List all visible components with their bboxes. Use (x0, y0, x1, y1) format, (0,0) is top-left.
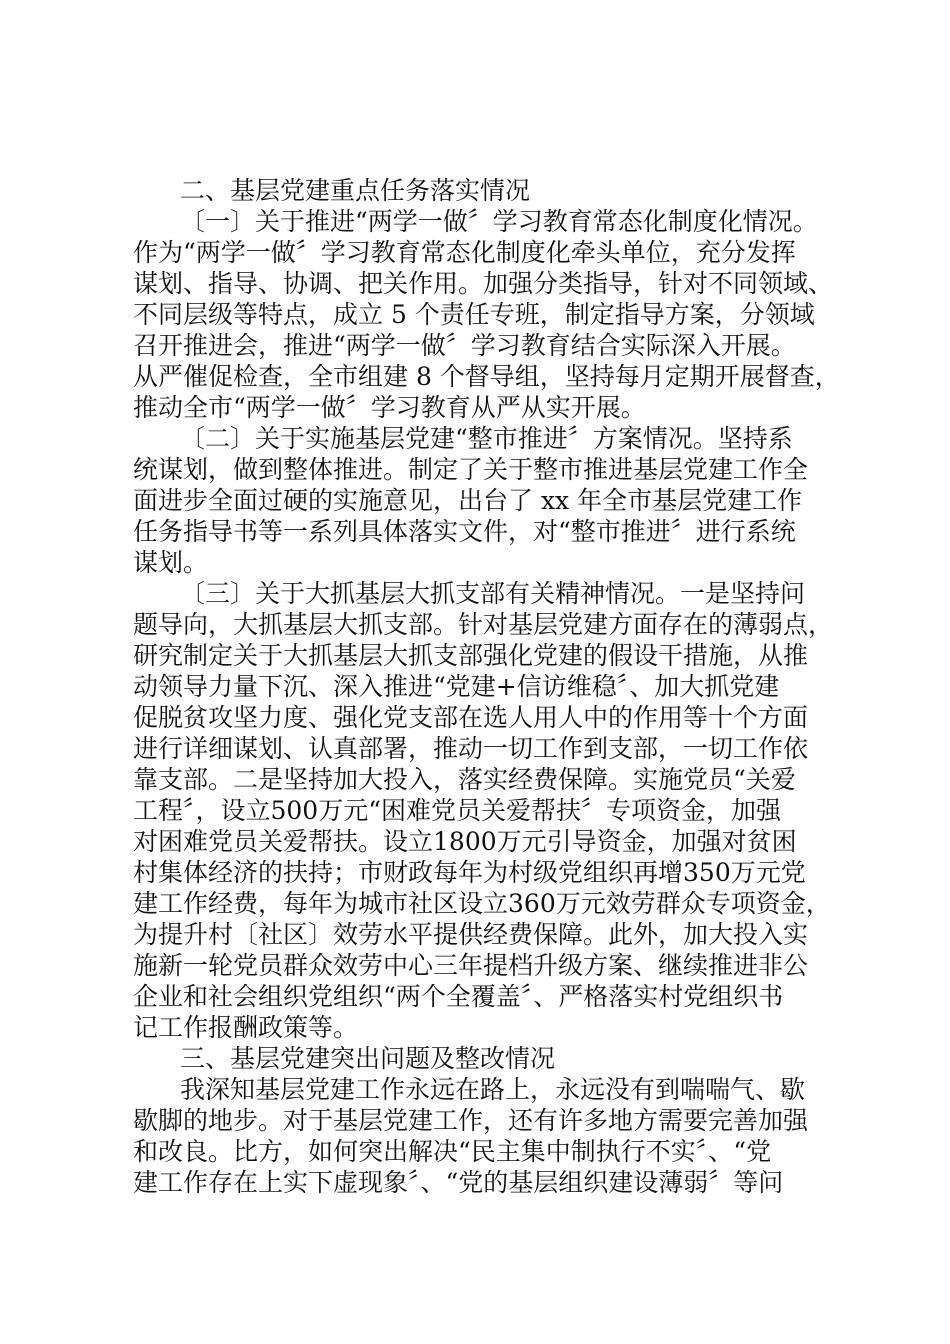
text-line: 和改良。比方，如何突出解决“民主集中制执行不实〞、“党 (133, 1137, 772, 1166)
text-line: 建工作存在上实下虚现象〞、“党的基层组织建设薄弱〞等问 (133, 1168, 784, 1197)
text-line: 歇脚的地步。对于基层党建工作，还有许多地方需要完善加强 (133, 1106, 809, 1135)
text-line: 作为“两学一做〞学习教育常态化制度化牵头单位，充分发挥 (133, 238, 796, 267)
text-line: 对困难党员关爱帮扶。设立1800万元引导资金，加强对贫困 (133, 827, 797, 856)
text-line: 三、基层党建突出问题及整改情况 (180, 1044, 556, 1073)
text-line: 促脱贫攻坚力度、强化党支部在选人用人中的作用等十个方面 (133, 703, 809, 732)
text-line: 〔三〕关于大抓基层大抓支部有关精神情况。一是坚持问 (180, 579, 806, 608)
text-line: 建工作经费，每年为城市社区设立360万元效劳群众专项资金， (133, 889, 831, 918)
text-line: 〔一〕关于推进“两学一做〞学习教育常态化制度化情况。 (180, 207, 818, 236)
text-line: 动领导力量下沉、深入推进“党建+信访维稳〞、加大抓党建 (133, 672, 780, 701)
text-line: 为提升村〔社区〕效劳水平提供经费保障。此外，加大投入实 (133, 920, 809, 949)
text-line: 〔二〕关于实施基层党建“整市推进〞方案情况。坚持系 (180, 424, 793, 453)
text-line: 工程〞，设立500万元“困难党员关爱帮扶〞专项资金，加强 (133, 796, 782, 825)
paragraph (133, 206, 853, 423)
text-line: 谋划、指导、协调、把关作用。加强分类指导，针对不同领域、 (133, 269, 834, 298)
section-heading (133, 175, 853, 206)
text-line: 靠支部。二是坚持加大投入，落实经费保障。实施党员“关爱 (133, 765, 796, 794)
text-line: 不同层级等特点，成立 5 个责任专班，制定指导方案，分领域 (133, 300, 815, 329)
text-line: 我深知基层党建工作永远在路上，永远没有到喘喘气、歇 (180, 1075, 806, 1104)
text-line: 面进步全面过硬的实施意见，出台了 xx 年全市基层党建工作 (133, 486, 803, 515)
text-line: 研究制定关于大抓基层大抓支部强化党建的假设干措施，从推 (133, 641, 809, 670)
text-line: 村集体经济的扶持；市财政每年为村级党组织再增350万元党 (133, 858, 806, 887)
text-line: 二、基层党建重点任务落实情况 (180, 176, 531, 205)
document-body (133, 175, 853, 1198)
text-line: 推动全市“两学一做〞学习教育从严从实开展。 (133, 393, 646, 422)
section-heading (133, 1043, 853, 1074)
text-line: 谋划。 (133, 548, 209, 577)
text-line: 题导向，大抓基层大抓支部。针对基层党建方面存在的薄弱点， (133, 610, 834, 639)
text-line: 进行详细谋划、认真部署，推动一切工作到支部，一切工作依 (133, 734, 809, 763)
text-line: 企业和社会组织党组织“两个全覆盖〞、严格落实村党组织书 (133, 982, 784, 1011)
text-line: 记工作报酬政策等。 (133, 1013, 359, 1042)
text-line: 从严催促检查，全市组建 8 个督导组，坚持每月定期开展督查， (133, 362, 840, 391)
text-line: 施新一轮党员群众效劳中心三年提档升级方案、继续推进非公 (133, 951, 809, 980)
paragraph (133, 423, 853, 578)
text-line: 召开推进会，推进“两学一做〞学习教育结合实际深入开展。 (133, 331, 796, 360)
text-line: 任务指导书等一系列具体落实文件，对“整市推进〞进行系统 (133, 517, 796, 546)
text-line: 统谋划，做到整体推进。制定了关于整市推进基层党建工作全 (133, 455, 809, 484)
paragraph (133, 1074, 853, 1198)
paragraph (133, 578, 853, 1043)
